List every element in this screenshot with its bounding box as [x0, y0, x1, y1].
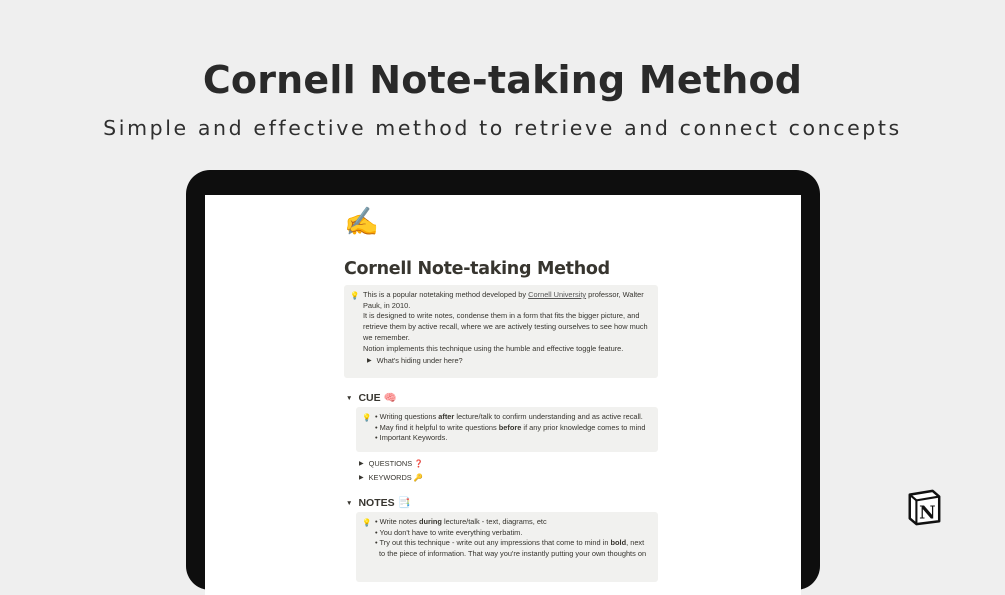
notes-bullet-4: to the piece of information. That way you're instantly putting your own thoughts on: [379, 549, 647, 559]
toggle-arrow-down-icon[interactable]: ▼: [346, 395, 353, 402]
lightbulb-icon: 💡: [362, 413, 372, 422]
notion-page-screen: [205, 195, 801, 595]
intro-callout[interactable]: [344, 285, 658, 378]
cue-callout[interactable]: [356, 407, 658, 452]
intro-line-5: we remember.: [363, 332, 410, 342]
laptop-frame: [186, 170, 820, 590]
notes-callout[interactable]: [356, 512, 658, 582]
hidden-toggle-label: What's hiding under here?: [376, 356, 463, 366]
toggle-arrow-icon[interactable]: ▶: [359, 461, 364, 467]
intro-line-4: retrieve them by active recall, where we are actively testing ourselves to see how much: [363, 322, 648, 332]
cue-bullet-3: • Important Keywords.: [375, 433, 448, 443]
cue-heading-label: CUE 🧠: [358, 392, 397, 404]
toggle-arrow-down-icon[interactable]: ▼: [346, 500, 353, 507]
toggle-arrow-icon[interactable]: ▶: [359, 475, 364, 481]
hidden-toggle[interactable]: [363, 356, 650, 367]
cue-bullet-1: • Writing questions after lecture/talk to confirm understanding and as active recall.: [375, 412, 643, 421]
cornell-university-link[interactable]: Cornell University: [528, 290, 587, 299]
notes-bullet-3: • Try out this technique - write out any impressions that come to mind in bold, next: [375, 538, 645, 548]
keywords-toggle[interactable]: [359, 473, 423, 482]
lightbulb-icon: 💡: [350, 291, 360, 300]
notes-toggle-heading[interactable]: [346, 496, 411, 509]
intro-line-3: It is designed to write notes, condense them in a form that fits the bigger picture, and: [363, 311, 640, 321]
intro-line-6: Notion implements this technique using the humble and effective toggle feature.: [363, 343, 624, 353]
keywords-toggle-label: KEYWORDS 🔑: [368, 473, 423, 482]
cue-toggle-heading[interactable]: [346, 391, 397, 404]
lightbulb-icon: 💡: [362, 518, 372, 527]
intro-line-1: This is a popular notetaking method developed by Cornell University professor, Walter: [363, 290, 644, 299]
notion-logo-icon: [905, 488, 943, 526]
toggle-arrow-icon[interactable]: ▶: [367, 358, 372, 365]
questions-toggle-label: QUESTIONS ❓: [368, 459, 424, 468]
notes-bullet-2: • You don't have to write everything verbatim.: [375, 527, 523, 537]
writing-hand-icon[interactable]: ✍️: [344, 206, 379, 237]
notes-bullet-1: • Write notes during lecture/talk - text, diagrams, etc: [375, 517, 547, 526]
hero-subtitle: Simple and effective method to retrieve and connect concepts: [103, 116, 902, 140]
notion-logo-letter: N: [919, 502, 936, 524]
intro-line-2: Pauk, in 2010.: [363, 300, 411, 310]
cue-bullet-2: • May find it helpful to write questions before if any prior knowledge comes to mind: [375, 422, 646, 432]
notes-heading-label: NOTES 📑: [358, 497, 411, 509]
page-title[interactable]: Cornell Note-taking Method: [344, 259, 610, 279]
hero-title: Cornell Note-taking Method: [202, 58, 803, 102]
questions-toggle[interactable]: [359, 459, 423, 468]
